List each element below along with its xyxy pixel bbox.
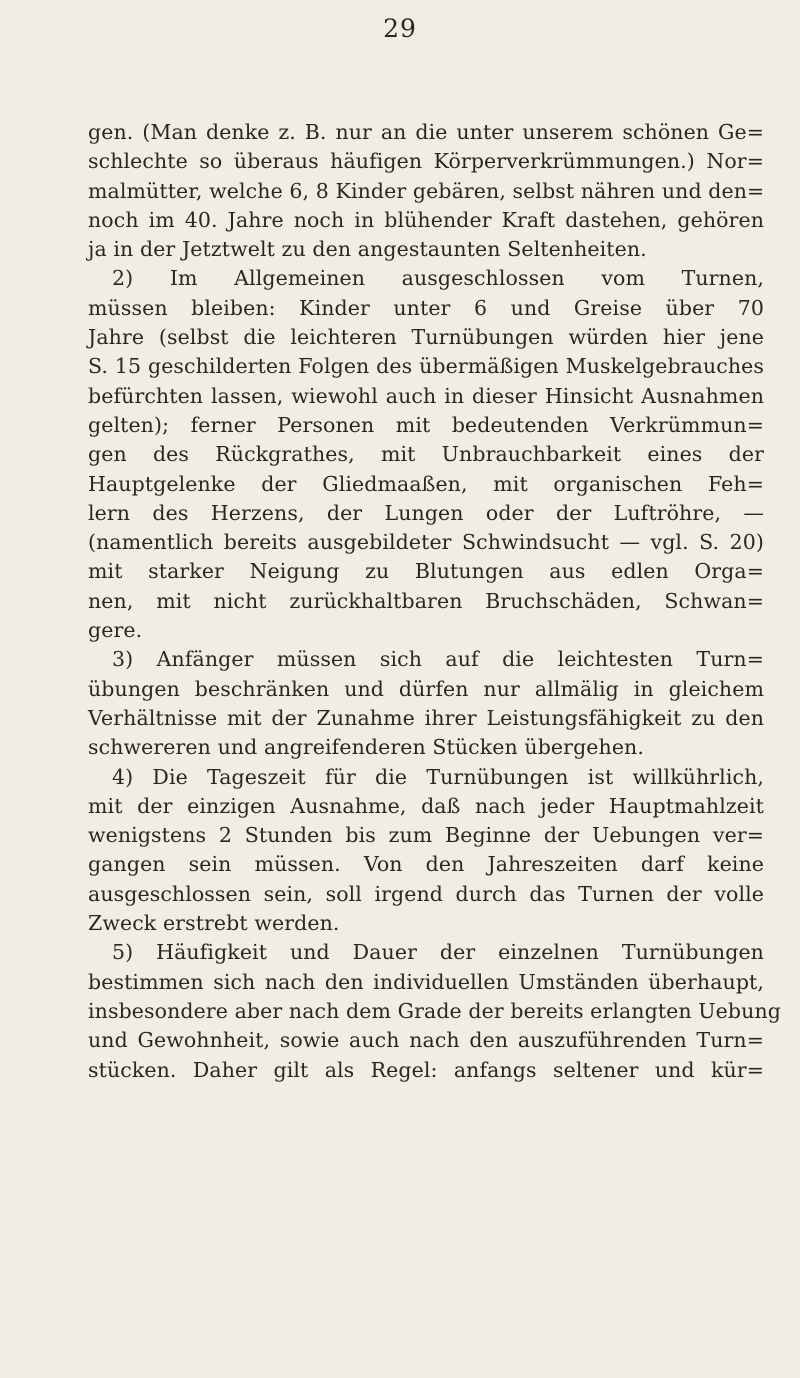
text-line: und Gewohnheit, sowie auch nach den auszuführenden Turn=: [88, 1028, 764, 1053]
text-line: S. 15 geschilderten Folgen des übermäßigen Muskelgebrauches: [88, 354, 764, 379]
text-line: schlechte so überaus häufigen Körperverkrümmungen.) Nor=: [88, 149, 764, 174]
text-line: 3) Anfänger müssen sich auf die leichtesten Turn=: [112, 647, 764, 672]
body-text: [88, 118, 781, 1085]
text-line: ja in der Jetztwelt zu den angestaunten Seltenheiten.: [88, 237, 647, 262]
text-line: nen, mit nicht zurückhaltbaren Bruchschäden, Schwan=: [88, 588, 764, 613]
text-line: gelten); ferner Personen mit bedeutenden Verkrümmun=: [88, 412, 764, 437]
text-line: schwereren und angreifenderen Stücken übergehen.: [88, 735, 644, 760]
text-line: stücken. Daher gilt als Regel: anfangs seltener und kür=: [88, 1057, 764, 1082]
text-line: übungen beschränken und dürfen nur allmälig in gleichem: [88, 676, 764, 701]
text-line: lern des Herzens, der Lungen oder der Luftröhre, —: [88, 500, 764, 525]
text-line: 4) Die Tageszeit für die Turnübungen ist willkührlich,: [112, 764, 764, 789]
text-line: mit starker Neigung zu Blutungen aus edlen Orga=: [88, 559, 764, 584]
text-line: Zweck erstrebt werden.: [88, 911, 340, 936]
text-line: 2) Im Allgemeinen ausgeschlossen vom Turnen,: [112, 266, 764, 291]
text-line: noch im 40. Jahre noch in blühender Kraft dastehen, gehören: [88, 207, 764, 232]
text-line: gangen sein müssen. Von den Jahreszeiten darf keine: [88, 852, 764, 877]
text-line: malmütter, welche 6, 8 Kinder gebären, selbst nähren und den=: [88, 178, 765, 203]
text-line: insbesondere aber nach dem Grade der bereits erlangten Uebung: [88, 998, 781, 1023]
text-line: (namentlich bereits ausgebildeter Schwindsucht — vgl. S. 20): [88, 530, 764, 555]
text-line: wenigstens 2 Stunden bis zum Beginne der Uebungen ver=: [88, 823, 764, 848]
text-line: mit der einzigen Ausnahme, daß nach jeder Hauptmahlzeit: [88, 793, 764, 818]
text-line: gere.: [88, 618, 143, 643]
text-line: müssen bleiben: Kinder unter 6 und Greise über 70: [88, 295, 764, 320]
text-line: gen. (Man denke z. B. nur an die unter unserem schönen Ge=: [88, 120, 764, 144]
text-line: Hauptgelenke der Gliedmaaßen, mit organischen Feh=: [88, 471, 764, 496]
text-line: Jahre (selbst die leichteren Turnübungen würden hier jene: [88, 325, 764, 350]
page-number: 29: [383, 14, 417, 43]
text-line: Verhältnisse mit der Zunahme ihrer Leistungsfähigkeit zu den: [88, 705, 764, 730]
text-line: 5) Häufigkeit und Dauer der einzelnen Turnübungen: [112, 940, 764, 965]
text-line: ausgeschlossen sein, soll irgend durch das Turnen der volle: [88, 881, 764, 906]
text-line: gen des Rückgrathes, mit Unbrauchbarkeit eines der: [88, 442, 764, 467]
text-line: befürchten lassen, wiewohl auch in dieser Hinsicht Ausnahmen: [88, 383, 764, 408]
text-line: bestimmen sich nach den individuellen Umständen überhaupt,: [88, 969, 764, 994]
